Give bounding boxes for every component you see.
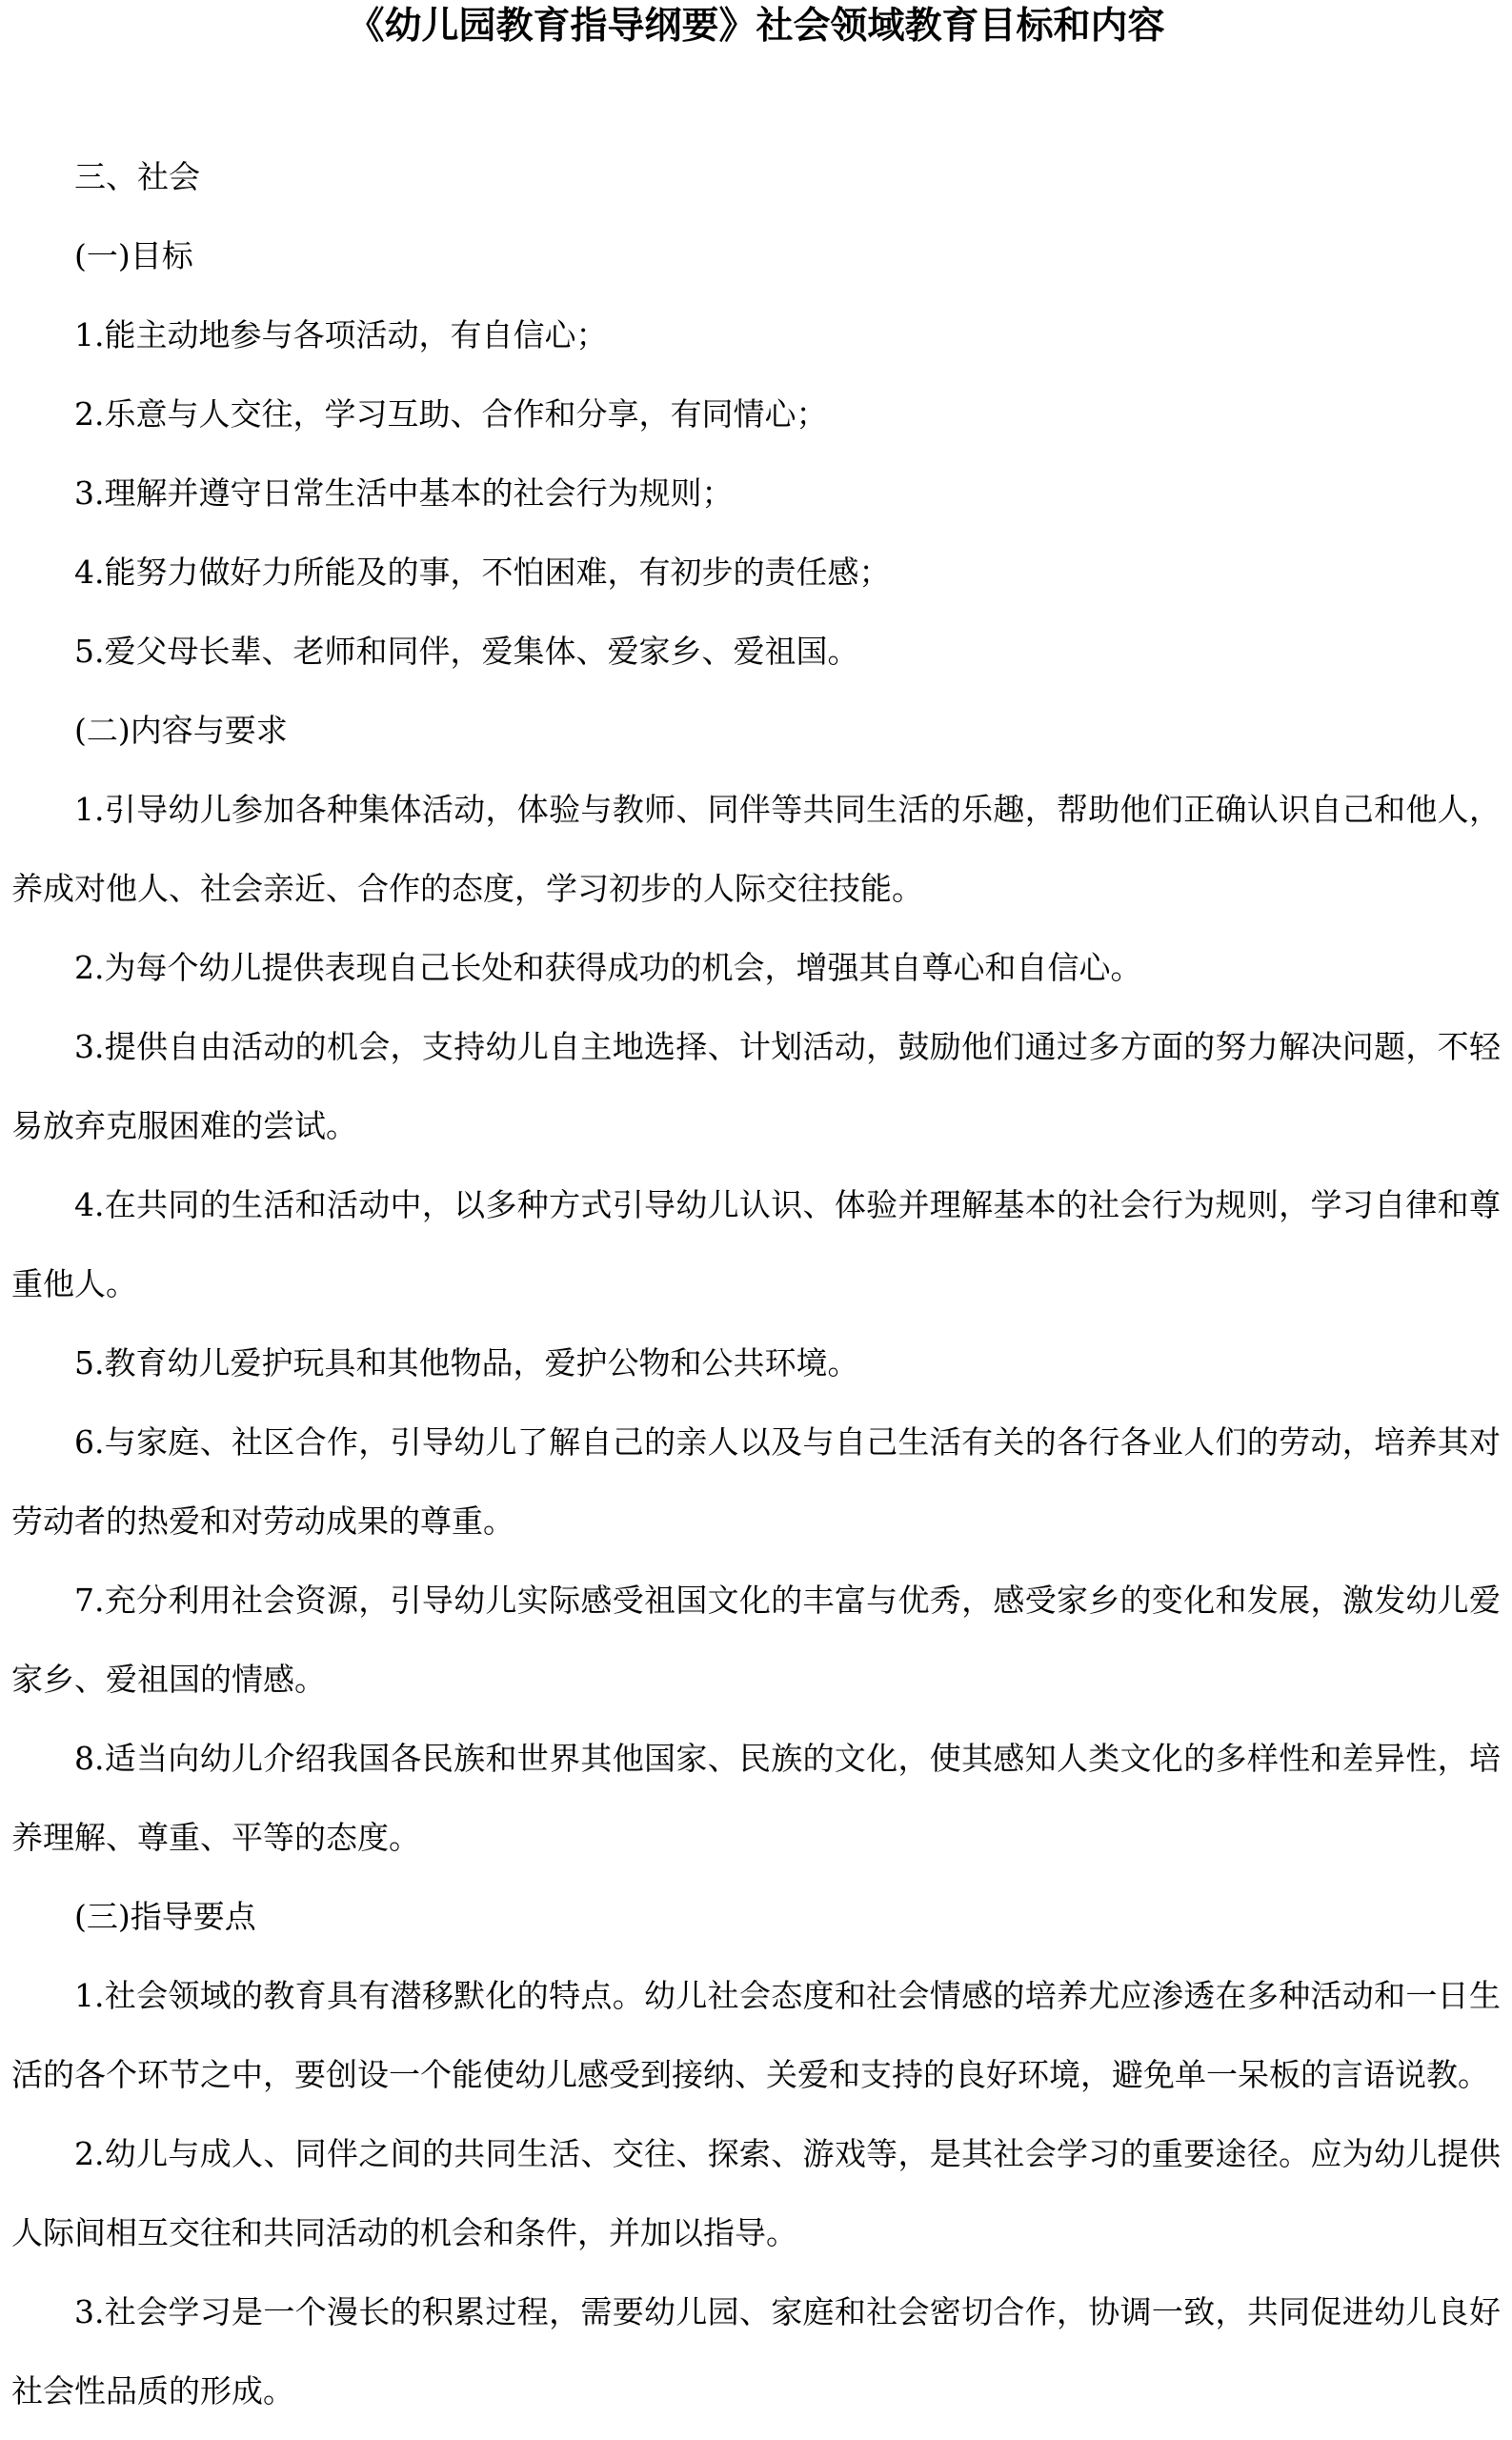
content-item-2: 2.为每个幼儿提供表现自己长处和获得成功的机会，增强其自尊心和自信心。: [74, 949, 1142, 986]
document-title: 《幼儿园教育指导纲要》社会领域教育目标和内容: [347, 4, 1165, 48]
content-item-3: 3.提供自由活动的机会，支持幼儿自主地选择、计划活动，鼓励他们通过多方面的努力解决问题，不轻易放弃克服困难的尝试。: [11, 1028, 1501, 1144]
goal-item-5: 5.爱父母长辈、老师和同伴，爱集体、爱家乡、爱祖国。: [74, 633, 859, 670]
guidance-item-1: 1.社会领域的教育具有潜移默化的特点。幼儿社会态度和社会情感的培养尤应渗透在多种活动和一日生活的各个环节之中，要创设一个能使幼儿感受到接纳、关爱和支持的良好环境，避免单一呆板的言语说教。: [11, 1977, 1501, 2093]
content-item-7: 7.充分利用社会资源，引导幼儿实际感受祖国文化的丰富与优秀，感受家乡的变化和发展，激发幼儿爱家乡、爱祖国的情感。: [11, 1582, 1501, 1698]
guidance-item-3: 3.社会学习是一个漫长的积累过程，需要幼儿园、家庭和社会密切合作，协调一致，共同促进幼儿良好社会性品质的形成。: [11, 2293, 1501, 2410]
goals-heading: (一)目标: [74, 237, 193, 274]
content-item-6: 6.与家庭、社区合作，引导幼儿了解自己的亲人以及与自己生活有关的各行各业人们的劳动，培养其对劳动者的热爱和对劳动成果的尊重。: [11, 1423, 1501, 1540]
goal-item-2: 2.乐意与人交往，学习互助、合作和分享，有同情心；: [74, 395, 828, 433]
content-item-5: 5.教育幼儿爱护玩具和其他物品，爱护公物和公共环境。: [74, 1344, 859, 1381]
section-heading: 三、社会: [74, 158, 200, 195]
goal-item-1: 1.能主动地参与各项活动，有自信心；: [74, 316, 608, 353]
document-body: [11, 137, 1501, 2430]
content-heading: (二)内容与要求: [74, 712, 288, 749]
guidance-heading: (三)指导要点: [74, 1898, 256, 1935]
goal-item-3: 3.理解并遵守日常生活中基本的社会行为规则；: [74, 474, 734, 512]
content-item-1: 1.引导幼儿参加各种集体活动，体验与教师、同伴等共同生活的乐趣，帮助他们正确认识自己和他人，养成对他人、社会亲近、合作的态度，学习初步的人际交往技能。: [11, 791, 1501, 907]
content-item-8: 8.适当向幼儿介绍我国各民族和世界其他国家、民族的文化，使其感知人类文化的多样性和差异性，培养理解、尊重、平等的态度。: [11, 1740, 1501, 1856]
content-item-4: 4.在共同的生活和活动中，以多种方式引导幼儿认识、体验并理解基本的社会行为规则，学习自律和尊重他人。: [11, 1186, 1501, 1302]
goal-item-4: 4.能努力做好力所能及的事，不怕困难，有初步的责任感；: [74, 554, 891, 591]
guidance-item-2: 2.幼儿与成人、同伴之间的共同生活、交往、探索、游戏等，是其社会学习的重要途径。应为幼儿提供人际间相互交往和共同活动的机会和条件，并加以指导。: [11, 2135, 1501, 2251]
